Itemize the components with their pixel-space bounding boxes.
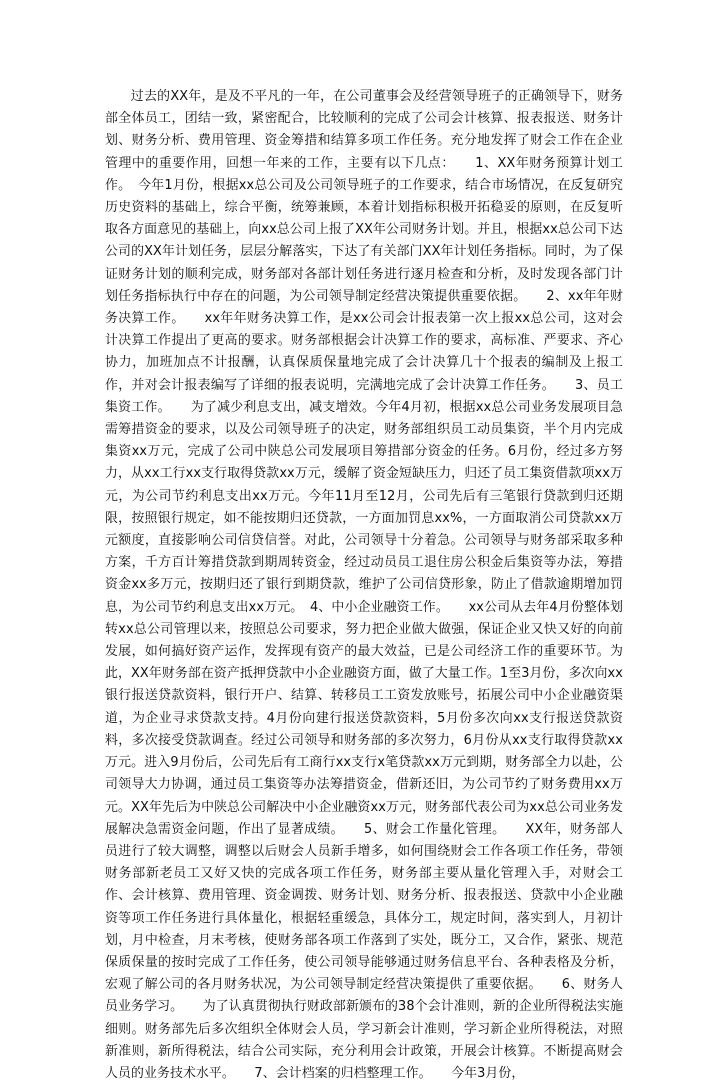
body-paragraph: 过去的XX年，是及不平凡的一年，在公司董事会及经营领导班子的正确领导下，财务部全体员工，团结一致，紧密配合，比较顺利的完成了公司会计核算、报表报送、财务计划、财务分析、费用管理、资金筹措和结算多项工作任务。充分地发挥了财会工作在企业管理中的重要作用，回想一年来的工作，主要有以下几点： 1、XX年财务预算计划工作。 今年1月份，根据xx总公司及公司领导班子的工作要求，结合市场情况，在反复研究历史资料的基础上，综合平衡，统筹兼顾，本着计划指标积极开拓稳妥的原则，在反复听取各方面意见的基础上，向xx总公司上报了XX年公司财务计划。并且，根据xx总公司下达公司的XX年计划任务，层层分解落实，下达了有关部门XX年计划任务指标。同时，为了保证财务计划的顺利完成，财务部对各部计划任务进行逐月检查和分析，及时发现各部门计划任务指标执行中存在的问题，为公司领导制定经营决策提供重要依据。 2、xx年年财务决算工作。 xx年年财务决算工作，是xx公司会计报表第一次上报xx总公司，这对会计决算工作提出了更高的要求。财务部根据会计决算工作的要求，高标准、严要求、齐心协力，加班加点不计报酬，认真保质保量地完成了会计决算几十个报表的编制及上报工作，并对会计报表编写了详细的报表说明，完满地完成了会计决算工作任务。 3、员工集资工作。 为了减少利息支出，减支增效。今年4月初，根据xx总公司业务发展项目急需筹措资金的要求，以及公司领导班子的决定，财务部组织员工动员集资，半个月内完成集资xx万元，完成了公司中陕总公司发展项目筹措部分资金的任务。6月份，经过多方努力，从xx工行xx支行取得贷款xx万元，缓解了资金短缺压力，归还了员工集资借款项xx万元，为公司节约利息支出xx万元。今年11月至12月，公司先后有三笔银行贷款到归还期限，按照银行规定，如不能按期归还贷款，一方面加罚息xx%，一方面取消公司贷款xx万元额度，直接影响公司信贷信誉。对此，公司领导十分着急。公司领导与财务部采取多种方案，千方百计筹措贷款到期周转资金，经过动员员工退住房公积金后集资等办法，筹措资金xx多万元，按期归还了银行到期贷款，维护了公司信贷形象，防止了借款逾期增加罚息，为公司节约利息支出xx万元。 4、中小企业融资工作。 xx公司从去年4月份整体划转xx总公司管理以来，按照总公司要求，努力把企业做大做强，保证企业又快又好的向前发展，如何搞好资产运作，发挥现有资产的最大效益，已是公司经济工作的重要环节。为此，XX年财务部在资产抵押贷款中小企业融资方面，做了大量工作。1至3月份，多次向xx银行报送贷款资料，银行开户、结算、转移员工工资发放账号，拓展公司中小企业融资渠道，为企业寻求贷款支持。4月份向建行报送贷款资料，5月份多次向xx支行报送贷款资料，多次接受贷款调查。经过公司领导和财务部的多次努力，6月份从xx支行取得贷款xx万元。进入9月份后，公司先后有工商行xx支行x笔贷款xx万元到期，财务部全力以赴，公司领导大力协调，通过员工集资等办法筹措资金，借新还旧，为公司节约了财务费用xx万元。XX年先后为中陕总公司解决中小企业融资xx万元，财务部代表公司为xx总公司业务发展解决急需资金问题，作出了显著成绩。 5、财会工作量化管理。 XX年，财务部人员进行了较大调整，调整以后财会人员新手增多，如何围绕财会工作各项工作任务，带领财务部新老员工又好又快的完成各项工作任务，财务部主要从量化管理入手，对财会工作、会计核算、费用管理、资金调拨、财务计划、财务分析、报表报送、贷款中小企业融资等项工作任务进行具体量化，根据轻重缓急，具体分工，规定时间，落实到人，月初计划，月中检查，月末考核，使财务部各项工作落到了实处，既分工，又合作，紧张、规范保质保量的按时完成了工作任务，使公司领导能够通过财务信息平台、各种表格及分析，宏观了解公司的各月财务状况，为公司领导制定经营决策提供了重要依据。 6、财务人员业务学习。 为了认真贯彻执行财政部新颁布的38个会计准则，新的企业所得税法实施细则。财务部先后多次组织全体财会人员，学习新会计准则，学习新企业所得税法，对照新准则，新所得税法，结合公司实际，充分利用会计政策，开展会计核算。不断提高财会人员的业务技术水平。 7、会计档案的归档整理工作。 今年3月份， [105, 89, 623, 1081]
document-body [105, 86, 623, 1085]
